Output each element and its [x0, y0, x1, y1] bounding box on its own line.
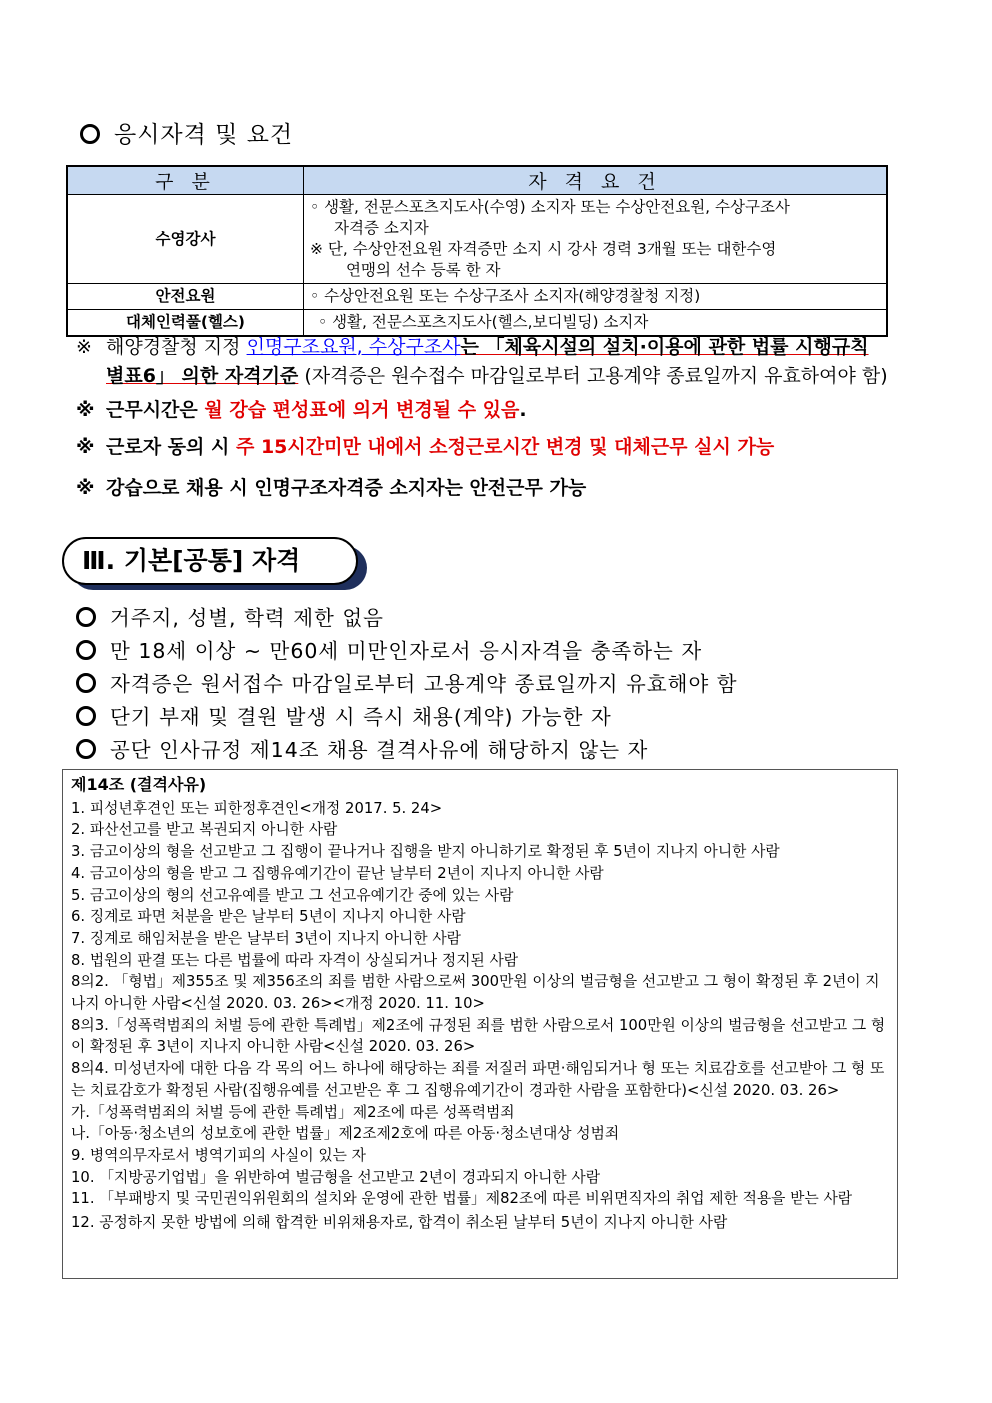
list-item: 5. 금고이상의 형의 선고유예를 받고 그 선고유예기간 중에 있는 사람: [71, 886, 514, 904]
table-row: [67, 195, 887, 284]
row-requirement: ◦ 수상안전요원 또는 수상구조사 소지자(해양경찰청 지정): [304, 284, 888, 310]
list-item: 4. 금고이상의 형을 받고 그 집행유예기간이 끝난 날부터 2년이 지나지 아니한 사람: [71, 864, 604, 882]
list-item: 3. 금고이상의 형을 선고받고 그 집행이 끝나거나 집행을 받지 아니하기로 확정된 후 5년이 지나지 아니한 사람: [71, 843, 780, 861]
qualification-item: 공단 인사규정 제14조 채용 결격사유에 해당하지 않는 자: [76, 733, 648, 763]
req-line: ※ 단, 수상안전요원 자격증만 소지 시 강사 경력 3개월 또는 대한수영: [310, 240, 777, 258]
circle-bullet-icon: [76, 739, 96, 759]
circle-bullet-icon: [76, 706, 96, 726]
list-item: 2. 파산선고를 받고 복권되지 아니한 사람: [71, 821, 338, 839]
circle-bullet-icon: [76, 640, 96, 660]
circle-bullet-icon: [76, 673, 96, 693]
list-item: 11. 「부패방지 및 국민권익위원회의 설치와 운영에 관한 법률」제82조에 따른 비위면직자의 취업 제한 적용을 받는 사람: [71, 1190, 853, 1208]
qualification-item: 만 18세 이상 ~ 만60세 미만인자로서 응시자격을 충족하는 자: [76, 634, 702, 664]
list-item: 9. 병역의무자로서 병역기피의 사실이 있는 자: [71, 1146, 366, 1164]
requirements-table: [66, 165, 888, 337]
qualification-item: 거주지, 성별, 학력 제한 없음: [76, 601, 384, 631]
list-item: 6. 징계로 파면 처분을 받은 날부터 5년이 지나지 아니한 사람: [71, 908, 466, 926]
list-item: 나.「아동·청소년의 성보호에 관한 법률」제2조제2호에 따른 아동·청소년대상 성범죄: [71, 1125, 620, 1143]
row-category: 대체인력풀(헬스): [67, 310, 304, 337]
req-line: ◦ 생활, 전문스포츠지도사(수영) 소지자 또는 수상안전요원, 수상구조사: [310, 198, 790, 216]
req-line: 자격증 소지자: [334, 219, 429, 237]
list-item: 8의2. 「형법」제355조 및 제356조의 죄를 범한 사람으로써 300만원 이상의 벌금형을 선고받고 그 형이 확정된 후 2년이 지나지 아니한 사람<신설 2020. 03. 26><개정 2020. 11. 10>: [71, 973, 880, 1013]
requirements-heading: 응시자격 및 요건: [80, 116, 293, 149]
row-category: 안전요원: [67, 284, 304, 310]
list-item: 1. 피성년후견인 또는 피한정후견인<개정 2017. 5. 24>: [71, 799, 443, 817]
disqualification-box: [62, 769, 898, 1279]
note-working-hours: ※ 근무시간은 월 강습 편성표에 의거 변경될 수 있음.: [76, 399, 527, 421]
qualification-item: 단기 부재 및 결원 발생 시 즉시 채용(계약) 가능한 자: [76, 700, 612, 730]
section-3-title: Ⅲ. 기본[공통] 자격: [62, 537, 358, 585]
circle-bullet-icon: [76, 607, 96, 627]
table-row: [67, 284, 887, 310]
circle-bullet-icon: [80, 124, 100, 144]
note-certification: ※ 해양경찰청 지정 인명구조요원, 수상구조사는 「체육시설의 설치·이용에 관한 법률 시행규칙 별표6」 의한 자격기준 (자격증은 원수접수 마감일로부터 고용계약 종료일까지 유효하여야 함): [76, 336, 888, 387]
note-worker-consent: ※ 근로자 동의 시 주 15시간미만 내에서 소정근로시간 변경 및 대체근무 실시 가능: [76, 436, 775, 458]
list-item: 8. 법원의 판결 또는 다른 법률에 따라 자격이 상실되거나 정지된 사람: [71, 951, 519, 969]
list-item: 가.「성폭력범죄의 처벌 등에 관한 특례법」제2조에 따른 성폭력범죄: [71, 1103, 515, 1121]
row-requirement: ◦ 생활, 전문스포츠지도사(헬스,보디빌딩) 소지자: [304, 310, 888, 337]
header-requirement: 자 격 요 건: [304, 166, 888, 195]
qualification-item: 자격증은 원서접수 마감일로부터 고용계약 종료일까지 유효해야 함: [76, 667, 738, 697]
disqualification-title: 제14조 (결격사유): [71, 775, 207, 794]
req-line: 연맹의 선수 등록 한 자: [346, 261, 501, 279]
row-requirement: [304, 195, 888, 284]
list-item: 8의4. 미성년자에 대한 다음 각 목의 어느 하나에 해당하는 죄를 저질러 파면·해임되거나 형 또는 치료감호를 선고받아 그 형 또는 치료감호가 확정된 사람(집행유예를 선고받은 후 그 집행유예기간이 경과한 사람을 포함한다)<신설 2020. 03. 26>: [71, 1060, 885, 1099]
list-item: 10. 「지방공기업법」을 위반하여 벌금형을 선고받고 2년이 경과되지 아니한 사람: [71, 1168, 600, 1186]
list-item: 8의3.「성폭력범죄의 처벌 등에 관한 특례법」제2조에 규정된 죄를 범한 사람으로서 100만원 이상의 벌금형을 선고받고 그 형이 확정된 후 3년이 지나지 아니한 사람<신설 2020. 03. 26>: [71, 1016, 886, 1056]
row-category: 수영강사: [67, 195, 304, 284]
list-item: 7. 징계로 해임처분을 받은 날부터 3년이 지나지 아니한 사람: [71, 929, 461, 947]
note-lifeguard: ※ 강습으로 채용 시 인명구조자격증 소지자는 안전근무 가능: [76, 477, 587, 499]
header-category: 구 분: [67, 166, 304, 195]
table-header-row: [67, 166, 887, 195]
list-item: 12. 공정하지 못한 방법에 의해 합격한 비위채용자로, 합격이 취소된 날부터 5년이 지나지 아니한 사람: [71, 1214, 728, 1232]
